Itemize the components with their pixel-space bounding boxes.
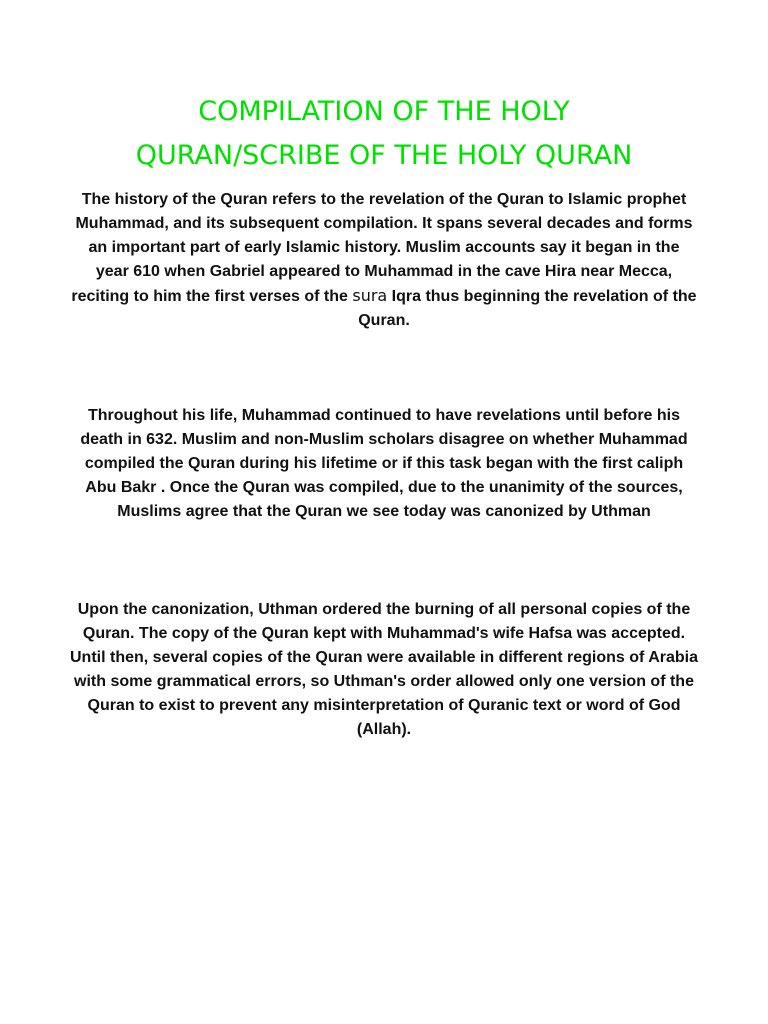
paragraph-history-text-before: The history of the Quran refers to the revelation of the Quran to Islamic prophet Muhammad, and its subsequent compilation. It spans several decades and forms an important part of early Islamic history. Muslim accounts say it began in the year 610 when Gabriel appeared to Muhammad in the cave Hira near Mecca, reciting to him the first verses of the (71, 191, 693, 305)
title-line-1: COMPILATION OF THE HOLY (198, 96, 570, 127)
paragraph-revelations: Throughout his life, Muhammad continued to have revelations until before his death in 632. Muslim and non-Muslim scholars disagree on whether Muhammad compiled the Quran during his lifetime or if this task began with the first caliph Abu Bakr . Once the Quran was compiled, due to the unanimity of the sources, Muslims agree that the Quran we see today was canonized by Uthman (80, 407, 688, 520)
document-title (40, 90, 728, 178)
title-line-2: QURAN/SCRIBE OF THE HOLY QURAN (135, 140, 633, 171)
sura-term: sura (352, 286, 388, 305)
paragraph-canonization: Upon the canonization, Uthman ordered the burning of all personal copies of the Quran. The copy of the Quran kept with Muhammad's wife Hafsa was accepted. Until then, several copies of the Quran were available in different regions of Arabia with some grammatical errors, so Uthman's order allowed only one version of the Quran to exist to prevent any misinterpretation of Quranic text or word of God (Allah). (70, 601, 699, 738)
paragraph-history (70, 188, 698, 333)
paragraph-history-text-after: Iqra thus beginning the revelation of the Quran. (358, 288, 697, 329)
